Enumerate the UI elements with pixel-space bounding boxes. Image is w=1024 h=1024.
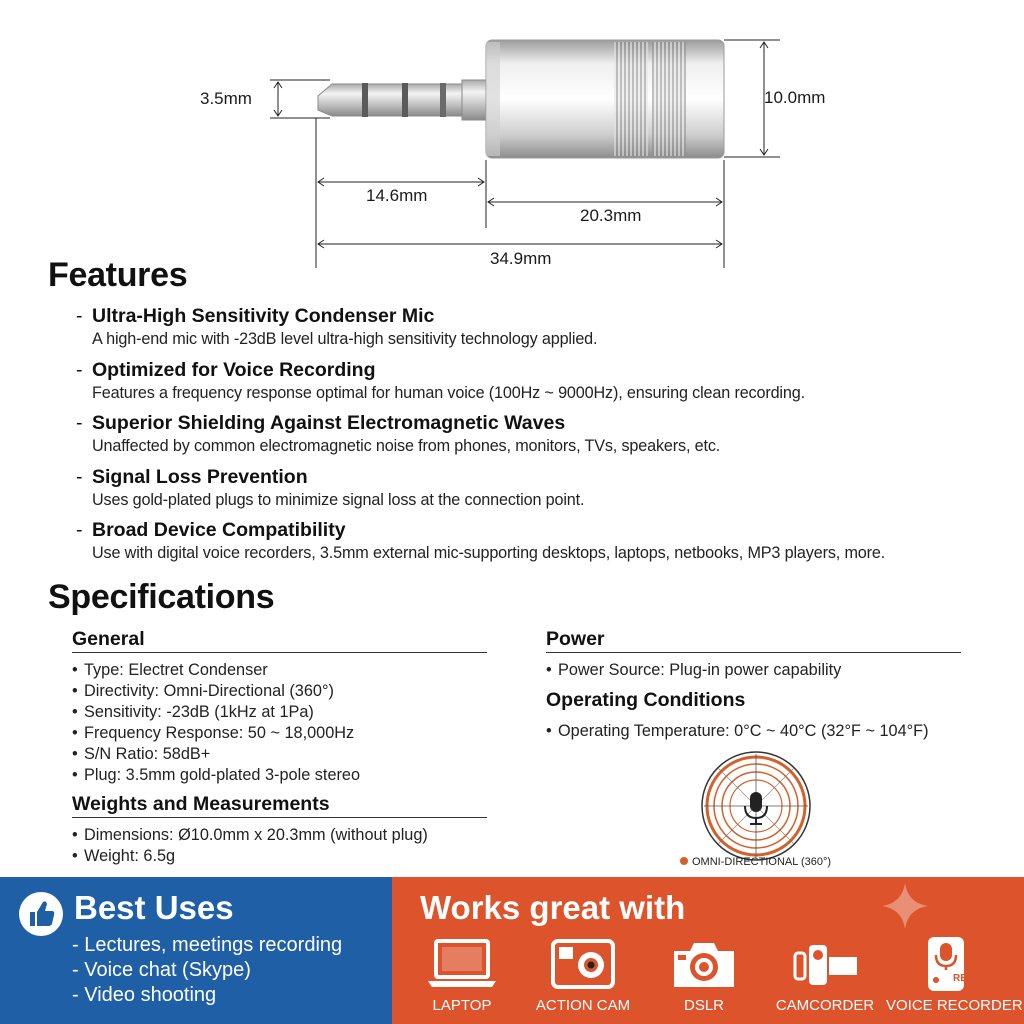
- spec-item: • Plug: 3.5mm gold-plated 3-pole stereo: [72, 765, 360, 786]
- feature-description: Use with digital voice recorders, 3.5mm external mic-supporting desktops, laptops, netbooks, MP3 players, more.: [92, 544, 886, 562]
- device-label: LAPTOP: [432, 997, 492, 1014]
- device-dslr: [644, 935, 764, 1023]
- device-label: VOICE RECORDER: [886, 997, 1023, 1014]
- voice-recorder-icon: [908, 935, 984, 993]
- dimension-label-body-diameter: 10.0mm: [764, 88, 826, 107]
- best-uses-list: [72, 933, 342, 1008]
- feature-item: [76, 304, 1016, 358]
- spec-item: • Sensitivity: -23dB (1kHz at 1Pa): [72, 702, 360, 723]
- feature-item: [76, 411, 1016, 465]
- mic-plug-drawing: [0, 0, 1024, 270]
- spec-weights-list: [72, 825, 428, 867]
- mic-body: [486, 40, 724, 158]
- spec-power-heading: Power: [546, 628, 961, 653]
- device-label: CAMCORDER: [775, 997, 875, 1014]
- omni-directional-mic-icon: [700, 750, 812, 862]
- feature-item: [76, 465, 1016, 519]
- feature-item: [76, 518, 1016, 572]
- feature-description: Uses gold-plated plugs to minimize signal loss at the connection point.: [92, 490, 585, 509]
- feature-description: Unaffected by common electromagnetic noise from phones, monitors, TVs, speakers, etc.: [92, 437, 721, 455]
- feature-title: - Broad Device Compatibility: [76, 519, 346, 541]
- spec-general-heading: General: [72, 628, 487, 653]
- spec-power-list: [546, 660, 841, 681]
- best-uses-title: Best Uses: [74, 889, 234, 926]
- spec-item: • Directivity: Omni-Directional (360°): [72, 681, 360, 702]
- feature-description: Features a frequency response optimal for human voice (100Hz ~ 9000Hz), ensuring clean recording.: [92, 383, 805, 402]
- best-use-item: - Lectures, meetings recording: [72, 934, 343, 956]
- device-action-cam: [523, 935, 643, 1023]
- spec-conditions-list: [546, 721, 929, 742]
- dimension-label-body-length: 20.3mm: [580, 206, 642, 225]
- spec-item: • S/N Ratio: 58dB+: [72, 744, 360, 765]
- spec-general-list: [72, 660, 360, 786]
- spec-item: • Type: Electret Condenser: [72, 660, 360, 681]
- thumbs-up-icon: [18, 891, 64, 937]
- feature-description: A high-end mic with -23dB level ultra-high sensitivity technology applied.: [92, 330, 598, 348]
- dimension-label-plug-length: 14.6mm: [366, 186, 428, 205]
- spec-item: • Power Source: Plug-in power capability: [546, 660, 841, 681]
- product-dimension-diagram: [0, 0, 1024, 270]
- laptop-icon: [424, 935, 500, 993]
- spec-item: • Frequency Response: 50 ~ 18,000Hz: [72, 723, 360, 744]
- features-list: [76, 304, 1016, 572]
- works-with-title: Works great with: [420, 889, 686, 926]
- dimension-label-plug-diameter: 3.5mm: [200, 89, 252, 108]
- feature-title: - Superior Shielding Against Electromagnetic Waves: [76, 412, 566, 434]
- camcorder-icon: [787, 935, 863, 993]
- works-with-banner: [392, 877, 1024, 1024]
- orange-dot-icon: [680, 857, 688, 865]
- device-camcorder: [765, 935, 885, 1023]
- device-laptop: [402, 935, 522, 1023]
- features-heading: Features: [48, 256, 188, 294]
- spec-item: • Dimensions: Ø10.0mm x 20.3mm (without plug): [72, 825, 428, 846]
- feature-title: - Optimized for Voice Recording: [76, 358, 376, 381]
- best-uses-banner: [0, 877, 392, 1024]
- dslr-icon: [666, 935, 742, 993]
- sparkle-icon: [880, 881, 930, 931]
- feature-title: - Signal Loss Prevention: [76, 465, 308, 488]
- specifications-heading: Specifications: [48, 578, 275, 616]
- omni-directional-label: OMNI-DIRECTIONAL (360°): [680, 856, 831, 868]
- device-label: DSLR: [683, 997, 724, 1014]
- device-label: ACTION CAM: [535, 997, 631, 1014]
- feature-title: - Ultra-High Sensitivity Condenser Mic: [76, 305, 435, 327]
- spec-item: • Weight: 6.5g: [72, 846, 428, 867]
- action-cam-icon: [545, 935, 621, 993]
- feature-item: [76, 358, 1016, 412]
- best-use-item: - Video shooting: [72, 984, 217, 1006]
- spec-conditions-heading: Operating Conditions: [546, 689, 746, 711]
- dimension-label-total-length: 34.9mm: [490, 249, 552, 268]
- spec-weights-heading: Weights and Measurements: [72, 793, 487, 818]
- plug-pin: [318, 80, 486, 120]
- spec-item: • Operating Temperature: 0°C ~ 40°C (32°F ~ 104°F): [546, 721, 929, 742]
- device-voice-recorder: [886, 935, 1023, 1023]
- best-use-item: - Voice chat (Skype): [72, 959, 251, 981]
- rec-badge: REC: [953, 973, 975, 984]
